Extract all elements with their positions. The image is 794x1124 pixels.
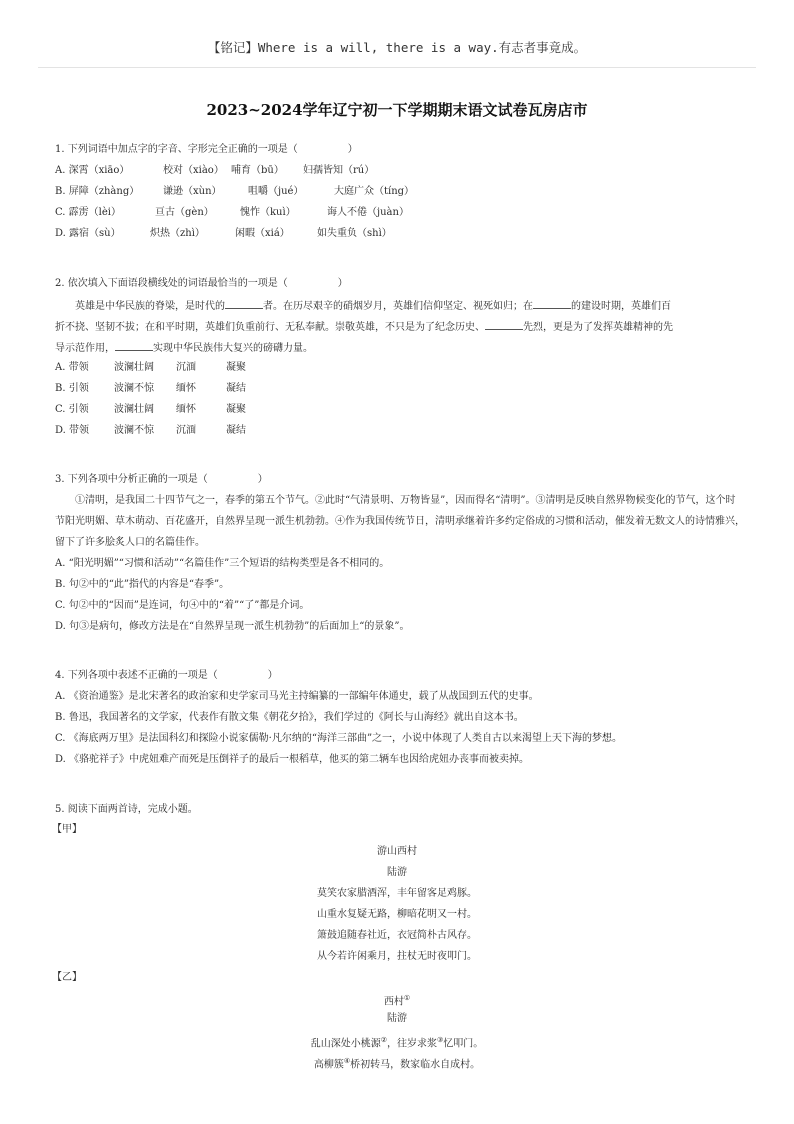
q1-option-a: A. 深霄（xiāo） 校对（xiào） 哺育（bū） 妇孺皆知（rú）	[55, 165, 375, 176]
footnote-marker: ④	[343, 1057, 351, 1065]
q1-option-b: B. 屏障（zhàng） 谦逊（xùn） 咀嚼（jué） 大庭广众（tíng）	[55, 186, 415, 197]
poem-yi-label: 【乙】	[52, 972, 82, 983]
poem-jia-line: 箫鼓追随春社近，衣冠简朴古风存。	[317, 930, 477, 941]
blank-3	[485, 319, 523, 330]
blank-4	[115, 340, 153, 351]
blank-1	[225, 298, 263, 309]
q5-stem: 5. 阅读下面两首诗，完成小题。	[55, 804, 198, 815]
poem-jia-line: 莫笑农家腊酒浑，丰年留客足鸡豚。	[317, 888, 477, 899]
q2-passage-line3: 导示范作用， 实现中华民族伟大复兴的磅礴力量。	[55, 340, 313, 356]
q2-option-d: D. 带领 波澜不惊 沉湎 凝结	[55, 425, 246, 436]
footnote-marker: ①	[403, 994, 411, 1002]
q2-option-b: B. 引领 波澜不惊 缅怀 凝结	[55, 383, 246, 394]
poem-jia-author: 陆游	[387, 867, 407, 878]
poem-yi-line: 乱山深处小桃源②，往岁求浆③忆叩门。	[310, 1036, 484, 1050]
blank-2	[533, 298, 571, 309]
q1-stem: 1. 下列词语中加点字的字音、字形完全正确的一项是（ ）	[55, 144, 358, 155]
q1-option-d: D. 露宿（sù） 炽热（zhì） 闲暇（xiá） 如失重负（shì）	[55, 228, 392, 239]
q4-option-a: A. 《资治通鉴》是北宋著名的政治家和史学家司马光主持编纂的一部编年体通史，载了从战国到五代的史事。	[55, 691, 539, 702]
poem-yi-author: 陆游	[387, 1013, 407, 1024]
poem-jia-line: 从今若许闲乘月，拄杖无时夜叩门。	[317, 951, 477, 962]
q4-option-d: D. 《骆驼祥子》中虎妞难产而死是压倒祥子的最后一根稻草，他买的第二辆车也因给虎妞办丧事而被卖掉。	[55, 754, 530, 765]
q2-passage-line1: 英雄是中华民族的脊梁，是时代的 者。在历尽艰辛的硝烟岁月，英雄们信仰坚定、视死如归；在 的建设时期，英雄们百	[75, 298, 671, 314]
poem-yi-title: 西村①	[383, 994, 411, 1008]
q4-option-b: B. 鲁迅，我国著名的文学家，代表作有散文集《朝花夕拾》，我们学过的《阿长与山海经》就出自这本书。	[55, 712, 524, 723]
q3-stem: 3. 下列各项中分析正确的一项是（ ）	[55, 474, 268, 485]
q1-option-c: C. 霹雳（lèi） 亘古（gèn） 愧怍（kuì） 诲人不倦（juàn）	[55, 207, 409, 218]
page-title: 2023~2024学年辽宁初一下学期期末语文试卷瓦房店市	[206, 101, 588, 119]
poem-jia-title: 游山西村	[377, 846, 417, 857]
footnote-marker: ③	[437, 1036, 444, 1044]
motto-header: 【铭记】Where is a will, there is a way.有志者事竟成。	[207, 40, 587, 55]
q2-option-a: A. 带领 波澜壮阔 沉湎 凝聚	[55, 362, 246, 373]
q2-passage-line2: 折不挠、坚韧不拔；在和平时期，英雄们负重前行、无私奉献。崇敬英雄，不只是为了纪念历史、 先烈，更是为了发挥英雄精神的先	[55, 319, 673, 335]
poem-jia-line: 山重水复疑无路，柳暗花明又一村。	[317, 909, 477, 920]
footnote-marker: ②	[380, 1036, 387, 1044]
q3-option-a: A. “阳光明媚”“习惯和活动”“名篇佳作”三个短语的结构类型是各不相同的。	[55, 558, 390, 569]
q3-passage: ①清明，是我国二十四节气之一，春季的第五个节气。②此时“气清景明、万物皆显”，因而得名“清明”。③清明是反映自然界物候变化的节气，这个时节阳光明媚、草木萌动、百花盛开，自然界呈现一派生机勃勃。④作为我国传统节日，清明承继着许多约定俗成的习惯和活动，催发着无数文人的诗情雅兴，留下了许多脍炙人口的名篇佳作。	[55, 495, 745, 548]
poem-yi-line: 高柳簇④桥初转马，数家临水自成村。	[313, 1057, 481, 1071]
q4-option-c: C. 《海底两万里》是法国科幻和探险小说家儒勒·凡尔纳的“海洋三部曲”之一，小说中体现了人类自古以来渴望上天下海的梦想。	[55, 733, 623, 744]
q2-option-c: C. 引领 波澜壮阔 缅怀 凝聚	[55, 404, 246, 415]
q3-option-c: C. 句②中的“因而”是连词，句④中的“着”“了”都是介词。	[55, 600, 310, 611]
q2-stem: 2. 依次填入下面语段横线处的词语最恰当的一项是（ ）	[55, 278, 348, 289]
header-divider	[38, 67, 756, 68]
q4-stem: 4. 下列各项中表述不正确的一项是（ ）	[55, 670, 278, 681]
q3-option-b: B. 句②中的“此”指代的内容是“春季”。	[55, 579, 230, 590]
q3-option-d: D. 句③是病句，修改方法是在“自然界呈现一派生机勃勃”的后面加上“的景象”。	[55, 621, 410, 632]
poem-jia-label: 【甲】	[52, 824, 82, 835]
